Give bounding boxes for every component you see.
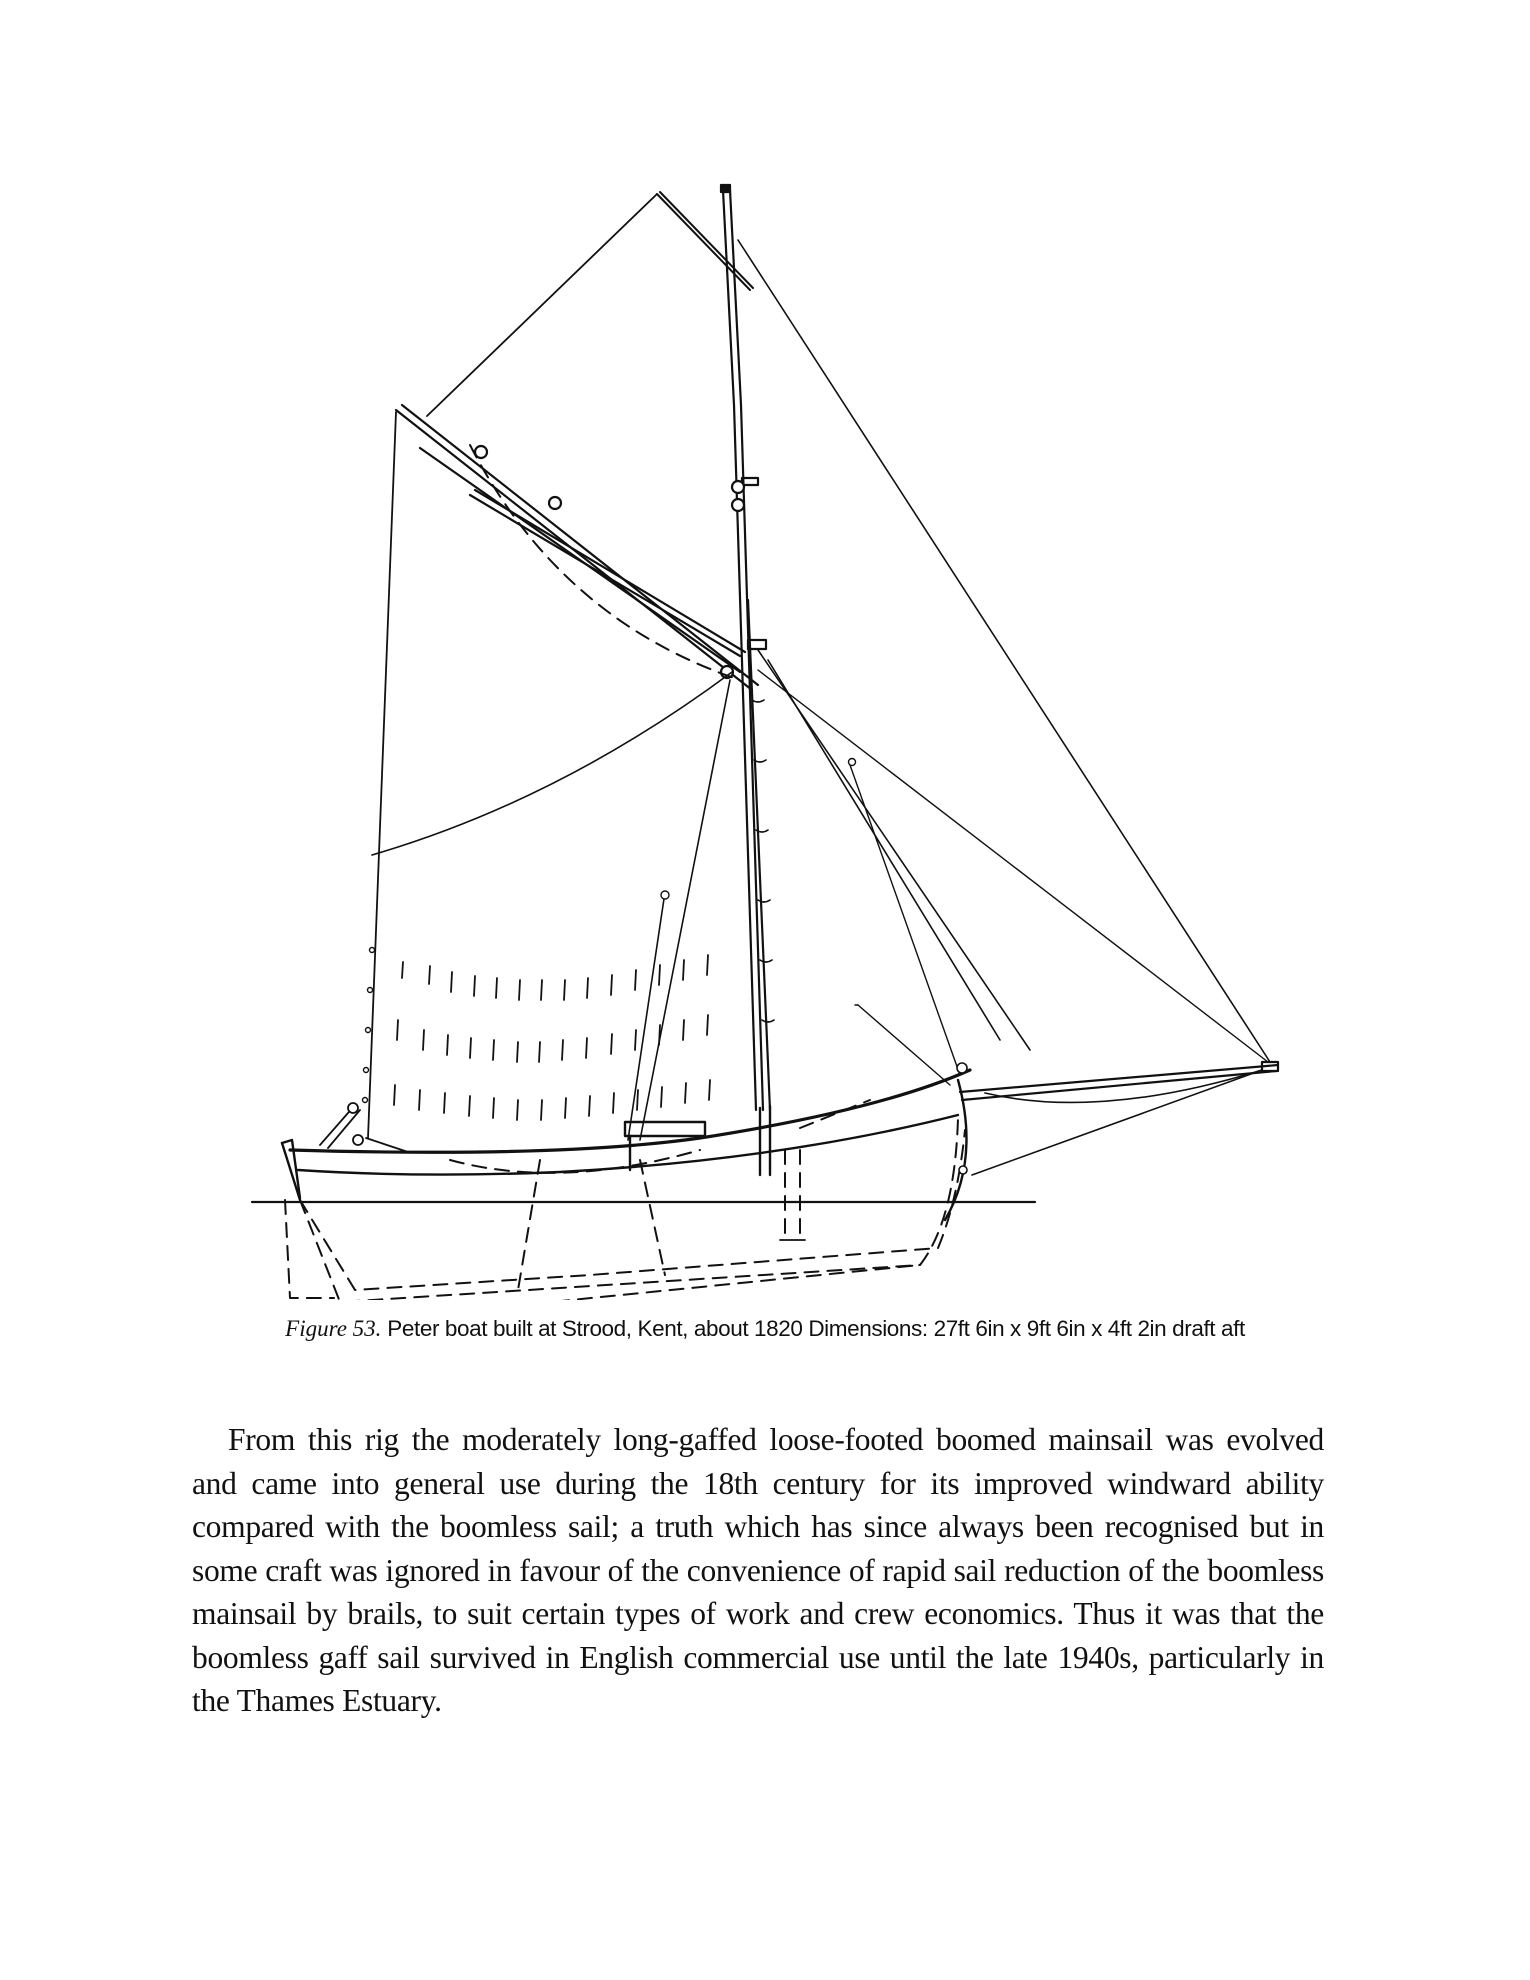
- peak-halyard: [640, 680, 730, 1140]
- figure-label: Figure 53.: [285, 1316, 382, 1341]
- mainsail-leech: [368, 412, 396, 1138]
- body-paragraph: From this rig the moderately long-gaffed loose-footed boomed mainsail was evolved and came into general use during the 18th century for its improved windward ability compared with the boomless sail; a truth which has since always been recognised but in some craft was ignored in favour of the convenience of rapid sail reduction of the boomless mainsail by brails, to suit certain types of work and crew economics. Thus it was that the boomless gaff sail survived in English commercial use until the late 1940s, particularly in the Thames Estuary.: [192, 1422, 1324, 1718]
- mainsail-foot-curve: [372, 672, 732, 855]
- topsail-leech: [427, 194, 657, 416]
- jib-luff: [768, 660, 1000, 1040]
- jib-halyard: [758, 670, 1268, 1062]
- mainsail-tack: [320, 1103, 408, 1152]
- topmast-stay: [738, 240, 1270, 1062]
- mast: [721, 185, 770, 1110]
- reef-points: [394, 955, 710, 1120]
- gaff: [396, 405, 758, 690]
- figure-caption: [200, 1312, 1330, 1346]
- fore-shroud: [850, 765, 960, 1075]
- figure-caption-text: Peter boat built at Strood, Kent, about 1820 Dimensions: 27ft 6in x 9ft 6in x 4ft 2in draft aft: [381, 1316, 1245, 1341]
